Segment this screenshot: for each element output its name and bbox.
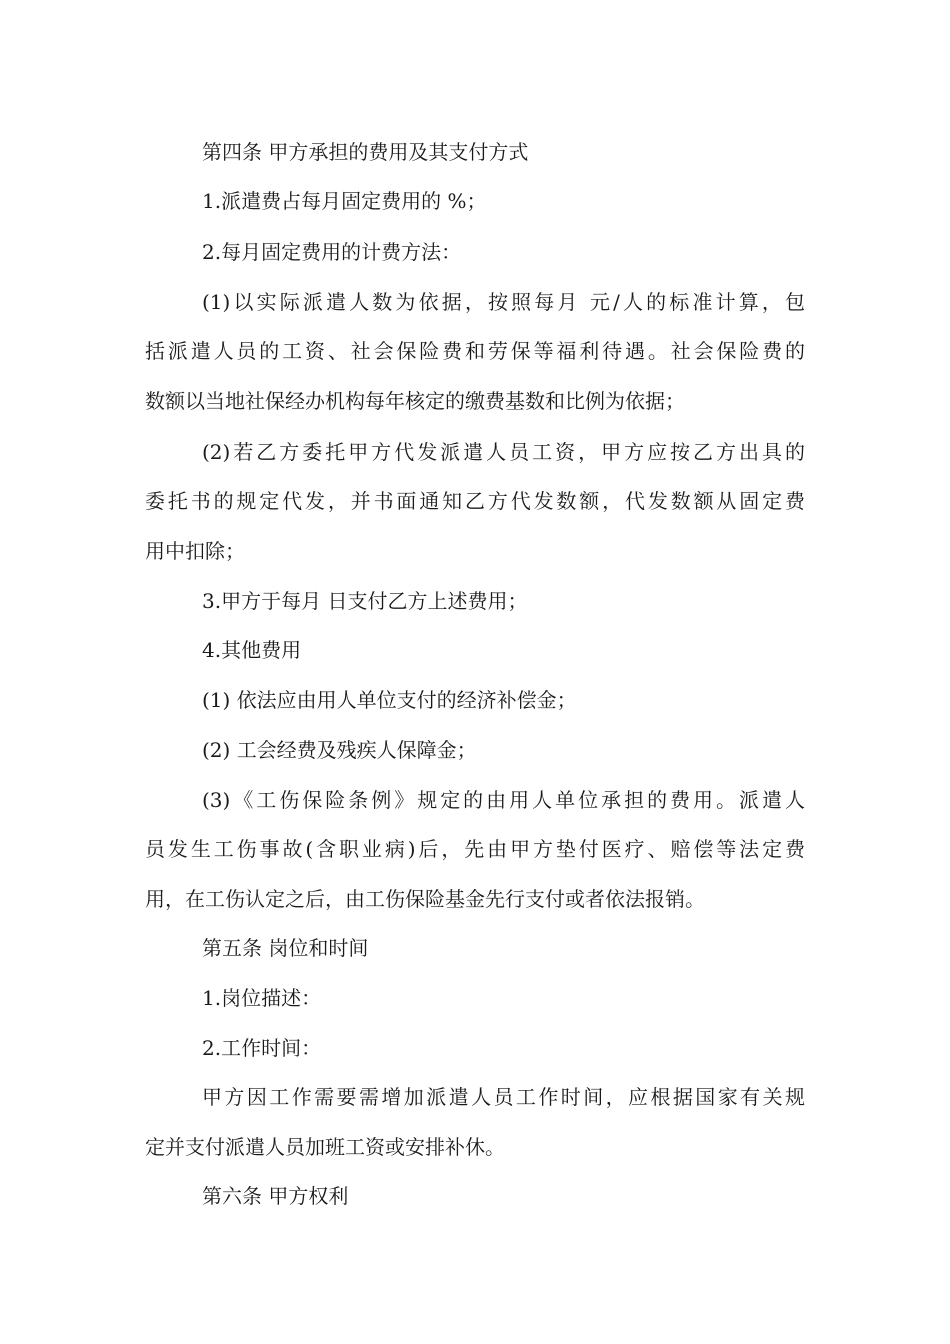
text-line: 用中扣除； (145, 539, 245, 563)
text-line: 1.派遣费占每月固定费用的 %； (202, 189, 487, 213)
text-line: (1) 依法应由用人单位支付的经济补偿金； (202, 688, 577, 712)
text-line: (3)《工伤保险条例》规定的由用人单位承担的费用。派遣人 (202, 788, 805, 812)
text-line: 第四条 甲方承担的费用及其支付方式 (202, 140, 529, 164)
text-line: (1)以实际派遣人数为依据，按照每月 元/人的标准计算，包 (202, 290, 805, 314)
text-line: 3.甲方于每月 日支付乙方上述费用； (202, 589, 528, 613)
text-line: 4.其他费用 (202, 638, 302, 662)
text-line: 1.岗位描述： (202, 986, 322, 1010)
text-line: 甲方因工作需要需增加派遣人员工作时间，应根据国家有关规 (202, 1085, 805, 1109)
text-line: 第六条 甲方权利 (202, 1184, 349, 1208)
text-line: 2.每月固定费用的计费方法： (202, 240, 462, 264)
text-line: 定并支付派遣人员加班工资或安排补休。 (145, 1135, 505, 1159)
text-line: 第五条 岗位和时间 (202, 936, 369, 960)
text-line: (2)若乙方委托甲方代发派遣人员工资，甲方应按乙方出具的 (202, 440, 805, 464)
text-line: (2) 工会经费及残疾人保障金； (202, 738, 477, 762)
text-line: 2.工作时间： (202, 1036, 322, 1060)
text-line: 员发生工伤事故(含职业病)后，先由甲方垫付医疗、赔偿等法定费 (145, 837, 805, 861)
text-line: 括派遣人员的工资、社会保险费和劳保等福利待遇。社会保险费的 (145, 339, 805, 363)
text-line: 委托书的规定代发，并书面通知乙方代发数额，代发数额从固定费 (145, 489, 805, 513)
text-line: 用，在工伤认定之后，由工伤保险基金先行支付或者依法报销。 (145, 887, 705, 911)
text-line: 数额以当地社保经办机构每年核定的缴费基数和比例为依据； (145, 389, 685, 413)
